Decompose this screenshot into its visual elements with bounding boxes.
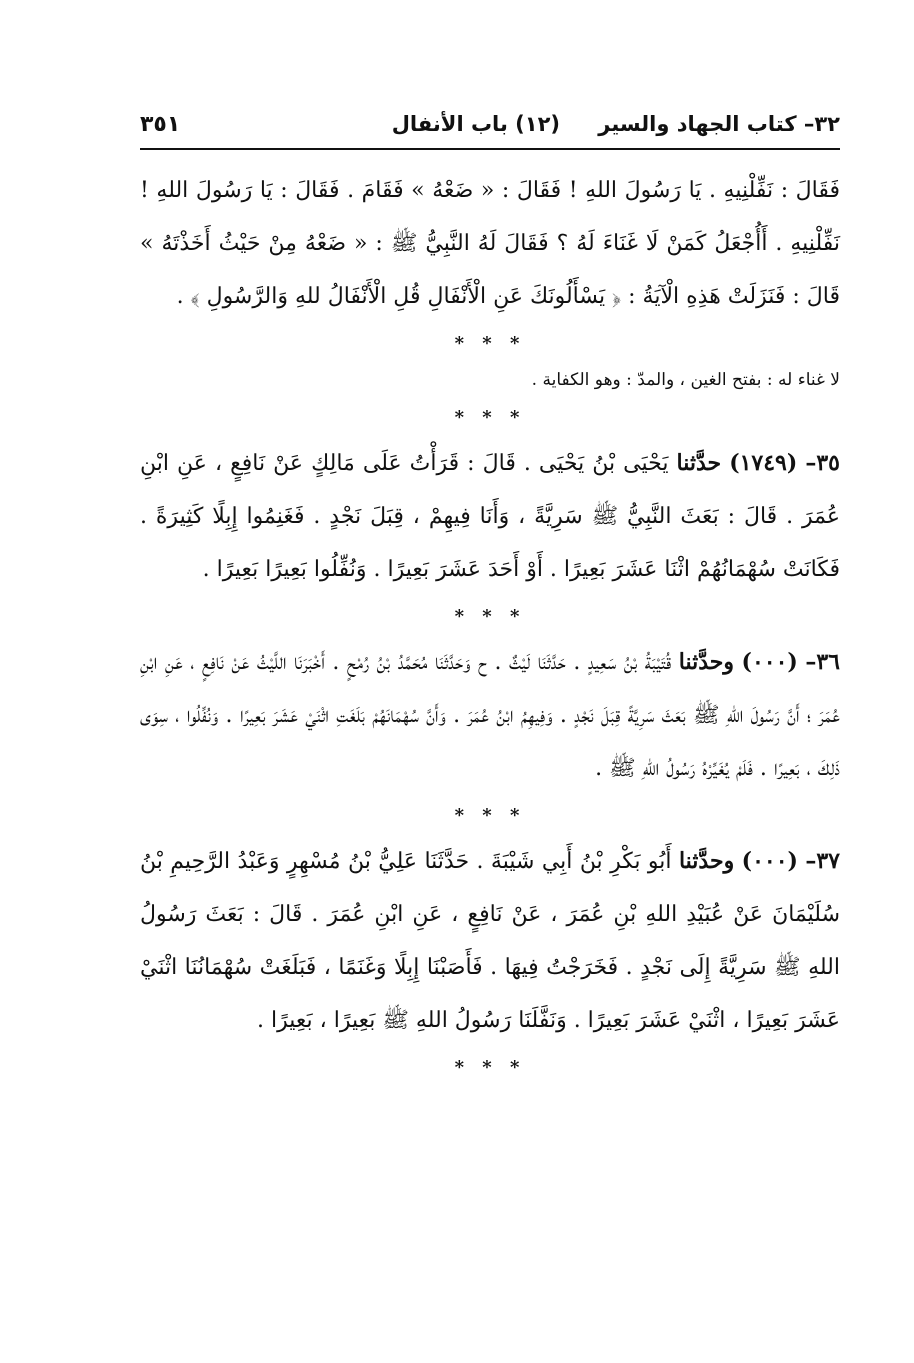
- hadith-lead: وحدَّثنا: [678, 649, 735, 675]
- page-number: ٣٥١: [140, 112, 181, 137]
- running-header: [140, 100, 840, 150]
- separator: * * *: [454, 333, 526, 354]
- separator: * * *: [454, 407, 526, 428]
- hadith-number: ٣٦–: [805, 649, 840, 675]
- hadith-text: يَحْيَى بْنُ يَحْيَى . قَالَ : قَرَأْتُ عَلَى مَالِكٍ عَنْ نَافِعٍ ، عَنِ ابْنِ عُمَرَ . قَالَ : بَعَثَ النَّبِيُّ ﷺ سَرِيَّةً ، وَأَنَا فِيهِمْ ، قِبَلَ نَجْدٍ . فَغَنِمُوا إِبِلًا كَثِيرَةً . فَكَانَتْ سُهْمَانُهُمْ اثْنَا عَشَرَ بَعِيرًا . أَوْ أَحَدَ عَشَرَ بَعِيرًا . وَنُفِّلُوا بَعِيرًا بَعِيرًا .: [140, 451, 840, 582]
- book-title: ٣٢– كتاب الجهاد والسير: [598, 112, 840, 136]
- chapter-title: (١٢) باب الأنفال: [391, 112, 560, 136]
- hadith-ref: (١٧٤٩): [729, 450, 798, 476]
- hadith-36: [140, 636, 840, 795]
- hadith-ref: (٠٠٠): [741, 649, 798, 675]
- hadith-lead: حدَّثنا: [676, 450, 722, 476]
- separator: * * *: [454, 1057, 526, 1078]
- hadith-text: أَبُو بَكْرِ بْنُ أَبِي شَيْبَةَ . حَدَّثَنَا عَلِيُّ بْنُ مُسْهِرٍ وَعَبْدُ الرَّحِيمِ بْنُ سُلَيْمَانَ عَنْ عُبَيْدِ اللهِ بْنِ عُمَرَ ، عَنْ نَافِعٍ ، عَنِ ابْنِ عُمَرَ . قَالَ : بَعَثَ رَسُولُ اللهِ ﷺ سَرِيَّةً إِلَى نَجْدٍ . فَخَرَجْتُ فِيهَا . فَأَصَبْنَا إِبِلًا وَغَنَمًا ، فَبَلَغَتْ سُهْمَانُنَا اثْنَيْ عَشَرَ بَعِيرًا ، اثْنَيْ عَشَرَ بَعِيرًا . وَنَفَّلَنَا رَسُولُ اللهِ ﷺ بَعِيرًا ، بَعِيرًا .: [140, 849, 840, 1033]
- hadith-35: [140, 437, 840, 596]
- separator: * * *: [454, 606, 526, 627]
- hadith-lead: وحدَّثنا: [678, 848, 735, 874]
- glossary-note: لا غناء له : بفتح الغين ، والمدّ : وهو الكفاية .: [531, 370, 840, 390]
- hadith-ref: (٠٠٠): [741, 848, 798, 874]
- separator: * * *: [454, 805, 526, 826]
- intro-paragraph: فَقَالَ : نَفِّلْنِيهِ . يَا رَسُولَ اللهِ ! فَقَالَ : « ضَعْهُ » فَقَامَ . فَقَالَ : يَا رَسُولَ اللهِ ! نَفِّلْنِيهِ . أَأُجْعَلُ كَمَنْ لَا غَنَاءَ لَهُ ؟ فَقَالَ لَهُ النَّبِيُّ ﷺ : « ضَعْهُ مِنْ حَيْثُ أَخَذْتَهُ » قَالَ : فَنَزَلَتْ هَذِهِ الْآيَةُ : ﴿ يَسْأَلُونَكَ عَنِ الْأَنْفَالِ قُلِ الْأَنْفَالُ للهِ وَالرَّسُولِ ﴾ .: [140, 178, 840, 309]
- book-page: [140, 100, 840, 1087]
- hadith-number: ٣٧–: [805, 848, 840, 874]
- hadith-number: ٣٥–: [805, 450, 840, 476]
- hadith-text: قُتَيْبَةُ بْنُ سَعِيدٍ . حَدَّثَنَا لَيْثٌ . ح وَحَدَّثَنَا مُحَمَّدُ بْنُ رُمْحٍ . أَخْبَرَنَا اللَّيْثُ عَنْ نَافِعٍ ، عَنِ ابْنِ عُمَرَ ؛ أَنَّ رَسُولَ اللهِ ﷺ بَعَثَ سَرِيَّةً قِبَلَ نَجْدٍ . وَفِيهِمُ ابْنُ عُمَرَ . وَأَنَّ سُهْمَانَهُمْ بَلَغَتِ اثْنَيْ عَشَرَ بَعِيرًا . وَنُفِّلُوا ، سِوَى ذَلِكَ ، بَعِيرًا . فَلَمْ يُغَيِّرْهُ رَسُولُ اللهِ ﷺ .: [140, 650, 840, 781]
- hadith-37: [140, 835, 840, 1047]
